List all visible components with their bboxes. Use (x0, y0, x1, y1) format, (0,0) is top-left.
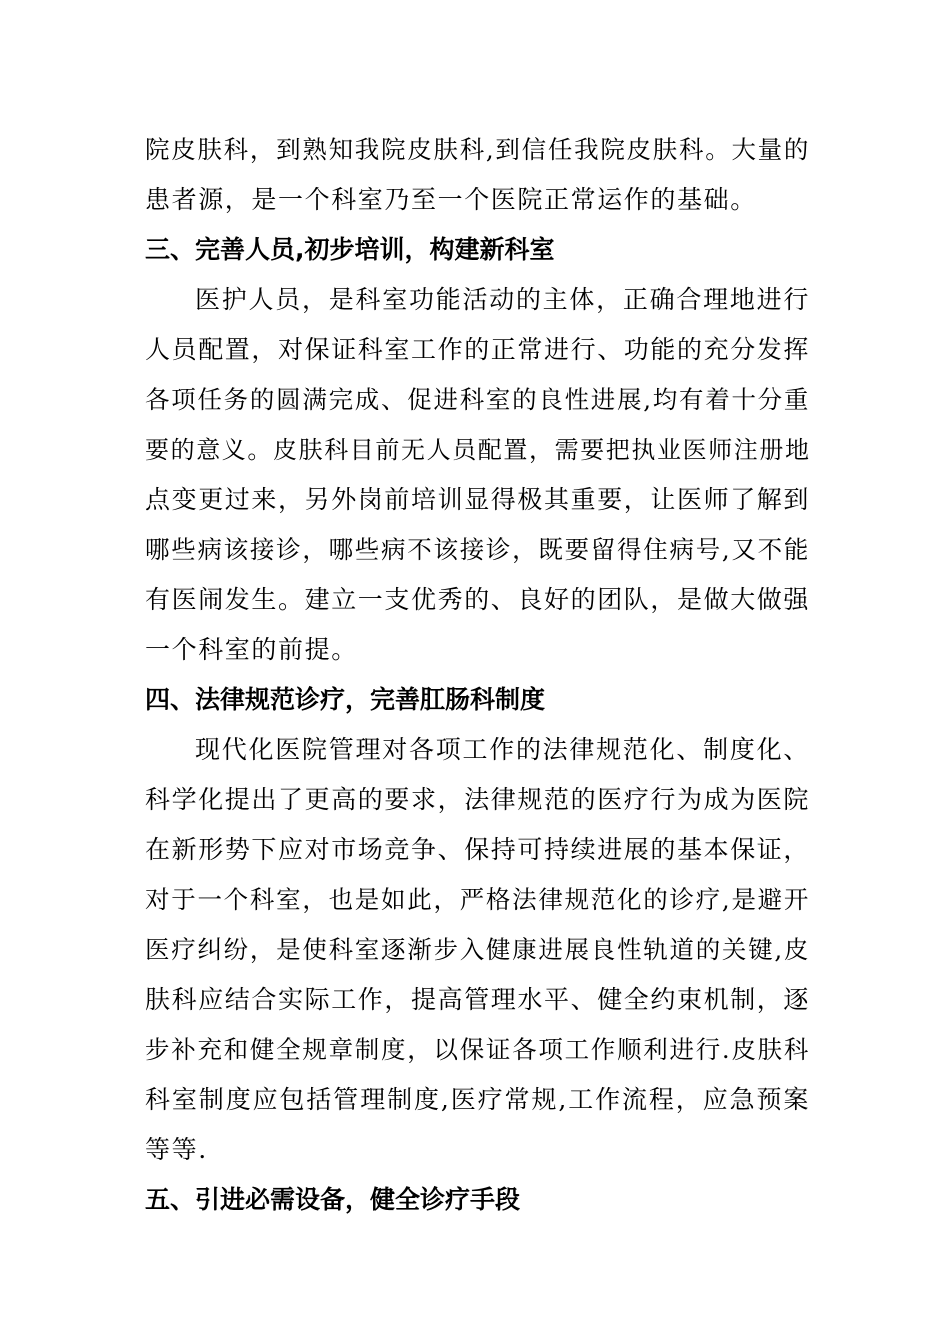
body-text-line: 各项任务的圆满完成、促进科室的良性进展,均有着十分重 (145, 385, 810, 414)
body-text-line: 哪些病该接诊，哪些病不该接诊，既要留得住病号,又不能 (145, 535, 810, 564)
body-text-line: 步补充和健全规章制度，以保证各项工作顺利进行.皮肤科 (145, 1035, 810, 1064)
body-text-line: 科学化提出了更高的要求，法律规范的医疗行为成为医院 (145, 785, 811, 814)
body-text-line: 人员配置，对保证科室工作的正常进行、功能的充分发挥 (145, 335, 811, 364)
body-text-line: 肤科应结合实际工作，提高管理水平、健全约束机制，逐 (145, 985, 811, 1014)
section-heading: 四、法律规范诊疗，完善肛肠科制度 (145, 685, 546, 714)
body-text-line: 医疗纠纷，是使科室逐渐步入健康进展良性轨道的关键,皮 (145, 935, 810, 964)
body-text-line: 一个科室的前提。 (145, 635, 358, 664)
body-text-line: 患者源，是一个科室乃至一个医院正常运作的基础。 (145, 185, 757, 214)
body-text-line: 医护人员，是科室功能活动的主体，正确合理地进行 (195, 285, 810, 314)
body-text-line: 院皮肤科，到熟知我院皮肤科,到信任我院皮肤科。大量的 (145, 135, 810, 164)
section-heading: 三、完善人员,初步培训，构建新科室 (145, 235, 555, 264)
body-text-line: 要的意义。皮肤科目前无人员配置，需要把执业医师注册地 (145, 436, 811, 464)
body-text-line: 现代化医院管理对各项工作的法律规范化、制度化、 (195, 735, 810, 764)
body-text-line: 科室制度应包括管理制度,医疗常规,工作流程，应急预案 (145, 1085, 810, 1114)
body-text-line: 等等. (145, 1135, 208, 1164)
body-text-line: 有医闹发生。建立一支优秀的、良好的团队，是做大做强 (145, 585, 811, 614)
body-text-line: 对于一个科室，也是如此，严格法律规范化的诊疗,是避开 (145, 885, 810, 914)
body-text-line: 在新形势下应对市场竞争、保持可持续进展的基本保证， (145, 835, 811, 864)
section-heading: 五、引进必需设备，健全诊疗手段 (145, 1185, 521, 1214)
body-text-line: 点变更过来，另外岗前培训显得极其重要，让医师了解到 (145, 485, 811, 514)
